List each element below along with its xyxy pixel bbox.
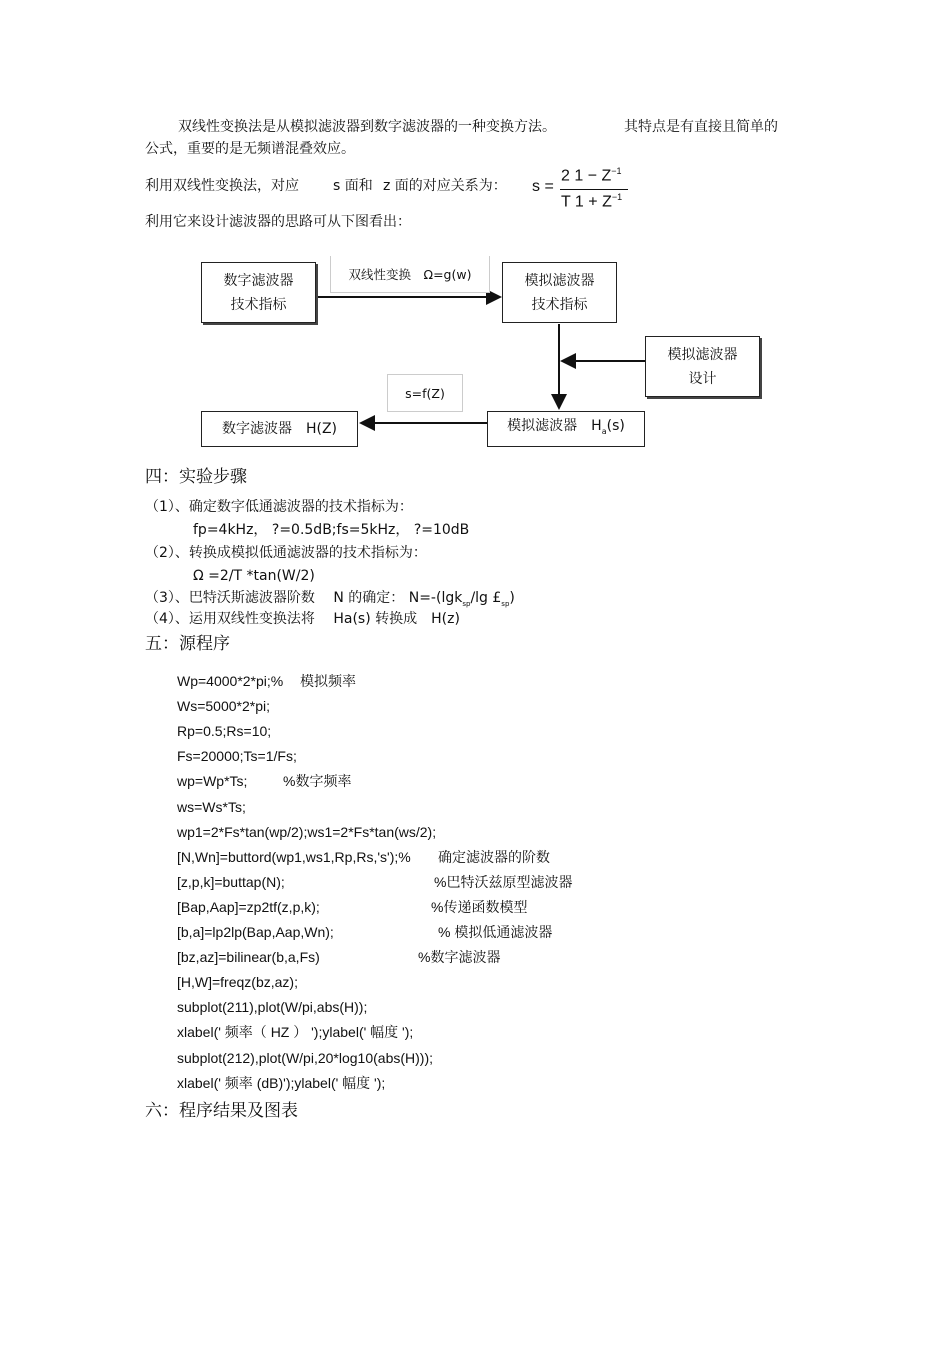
label-bilinear-transform: 双线性变换 Ω=g(w) — [330, 256, 490, 293]
step3: （3）、巴特沃斯滤波器阶数 N 的确定： N=-(lgk$_{sp}$/lg $£_{sp}$) — [145, 590, 515, 608]
box-analog-design: 模拟滤波器 设计 — [645, 336, 760, 397]
step1-values: fp=4kHz， ?=0.5dB;fs=5kHz， ?=10dB — [193, 522, 470, 538]
intro-line4: 利用它来设计滤波器的思路可从下图看出： — [145, 214, 411, 230]
step4: （4）、运用双线性变换法将 Ha(s) 转换成 H(z) — [145, 611, 460, 627]
code-line: [b,a]=lp2lp(Bap,Aap,Wn); — [177, 924, 334, 940]
code-comment: % 模拟低通滤波器 — [438, 924, 553, 940]
code-line: wp=Wp*Ts; — [177, 773, 248, 790]
code-line: Ws=5000*2*pi; — [177, 698, 271, 715]
code-comment: %数字滤波器 — [418, 949, 501, 966]
code-line: [bz,az]=bilinear(b,a,Fs) — [177, 949, 320, 966]
code-line: ws=Ws*Ts; — [177, 798, 246, 815]
code-comment: 模拟频率 — [300, 673, 356, 689]
code-comment: %数字频率 — [283, 773, 352, 790]
diagram-arrows — [0, 0, 950, 460]
code-line: [z,p,k]=buttap(N); — [177, 873, 285, 890]
box-analog-filter: 模拟滤波器 $H_a(s)$ — [487, 411, 645, 447]
code-line: [N,Wn]=buttord(wp1,ws1,Rp,Rs,'s');% — [177, 848, 411, 865]
section6-title: 六：程序结果及图表 — [145, 1101, 298, 1121]
intro-line3b: s 面和 — [333, 178, 373, 194]
formula-denominator: T $1 + Z^{-1}$ — [561, 192, 623, 211]
step2-values: Ω =2/T *tan(W/2) — [193, 568, 315, 584]
code-comment: %传递函数模型 — [431, 898, 528, 915]
code-line: [Bap,Aap]=zp2tf(z,p,k); — [177, 898, 320, 915]
formula-lhs: s = — [532, 178, 554, 195]
intro-line1a: 双线性变换法是从模拟滤波器到数字滤波器的一种变换方法。 — [178, 119, 556, 135]
step1: （1）、确定数字低通滤波器的技术指标为： — [145, 499, 413, 515]
section5-title: 五：源程序 — [145, 634, 230, 654]
label-s-f-z: s=f(Z) — [387, 374, 463, 412]
intro-line3c: z 面的对应关系为： — [383, 178, 507, 194]
code-line: Fs=20000;Ts=1/Fs; — [177, 748, 297, 765]
intro-line3a: 利用双线性变换法，对应 — [145, 178, 299, 194]
code-line: subplot(212),plot(W/pi,20*log10(abs(H))); — [177, 1049, 433, 1066]
code-line: wp1=2*Fs*tan(wp/2);ws1=2*Fs*tan(ws/2); — [177, 823, 437, 840]
code-comment: %巴特沃兹原型滤波器 — [434, 873, 573, 890]
code-line: Wp=4000*2*pi;% — [177, 673, 284, 689]
formula-numerator: 2 $1 - Z^{-1}$ — [561, 166, 622, 185]
code-line: Rp=0.5;Rs=10; — [177, 723, 272, 740]
code-line: xlabel(' 频率（ HZ ） ');ylabel(' 幅度 '); — [177, 1024, 414, 1041]
section4-title: 四：实验步骤 — [145, 467, 247, 487]
code-line: xlabel(' 频率 (dB)');ylabel(' 幅度 '); — [177, 1074, 386, 1091]
box-analog-spec: 模拟滤波器 技术指标 — [502, 262, 617, 323]
step2: （2）、转换成模拟低通滤波器的技术指标为： — [145, 545, 427, 561]
box-digital-spec: 数字滤波器 技术指标 — [201, 262, 316, 323]
code-line: subplot(211),plot(W/pi,abs(H)); — [177, 999, 368, 1016]
intro-line1b: 其特点是有直接且简单的 — [624, 119, 778, 135]
box-digital-filter: 数字滤波器 H(Z) — [201, 411, 358, 447]
code-comment: 确定滤波器的阶数 — [438, 848, 550, 865]
code-line: [H,W]=freqz(bz,az); — [177, 974, 298, 991]
intro-line2: 公式，重要的是无频谱混叠效应。 — [145, 141, 355, 157]
